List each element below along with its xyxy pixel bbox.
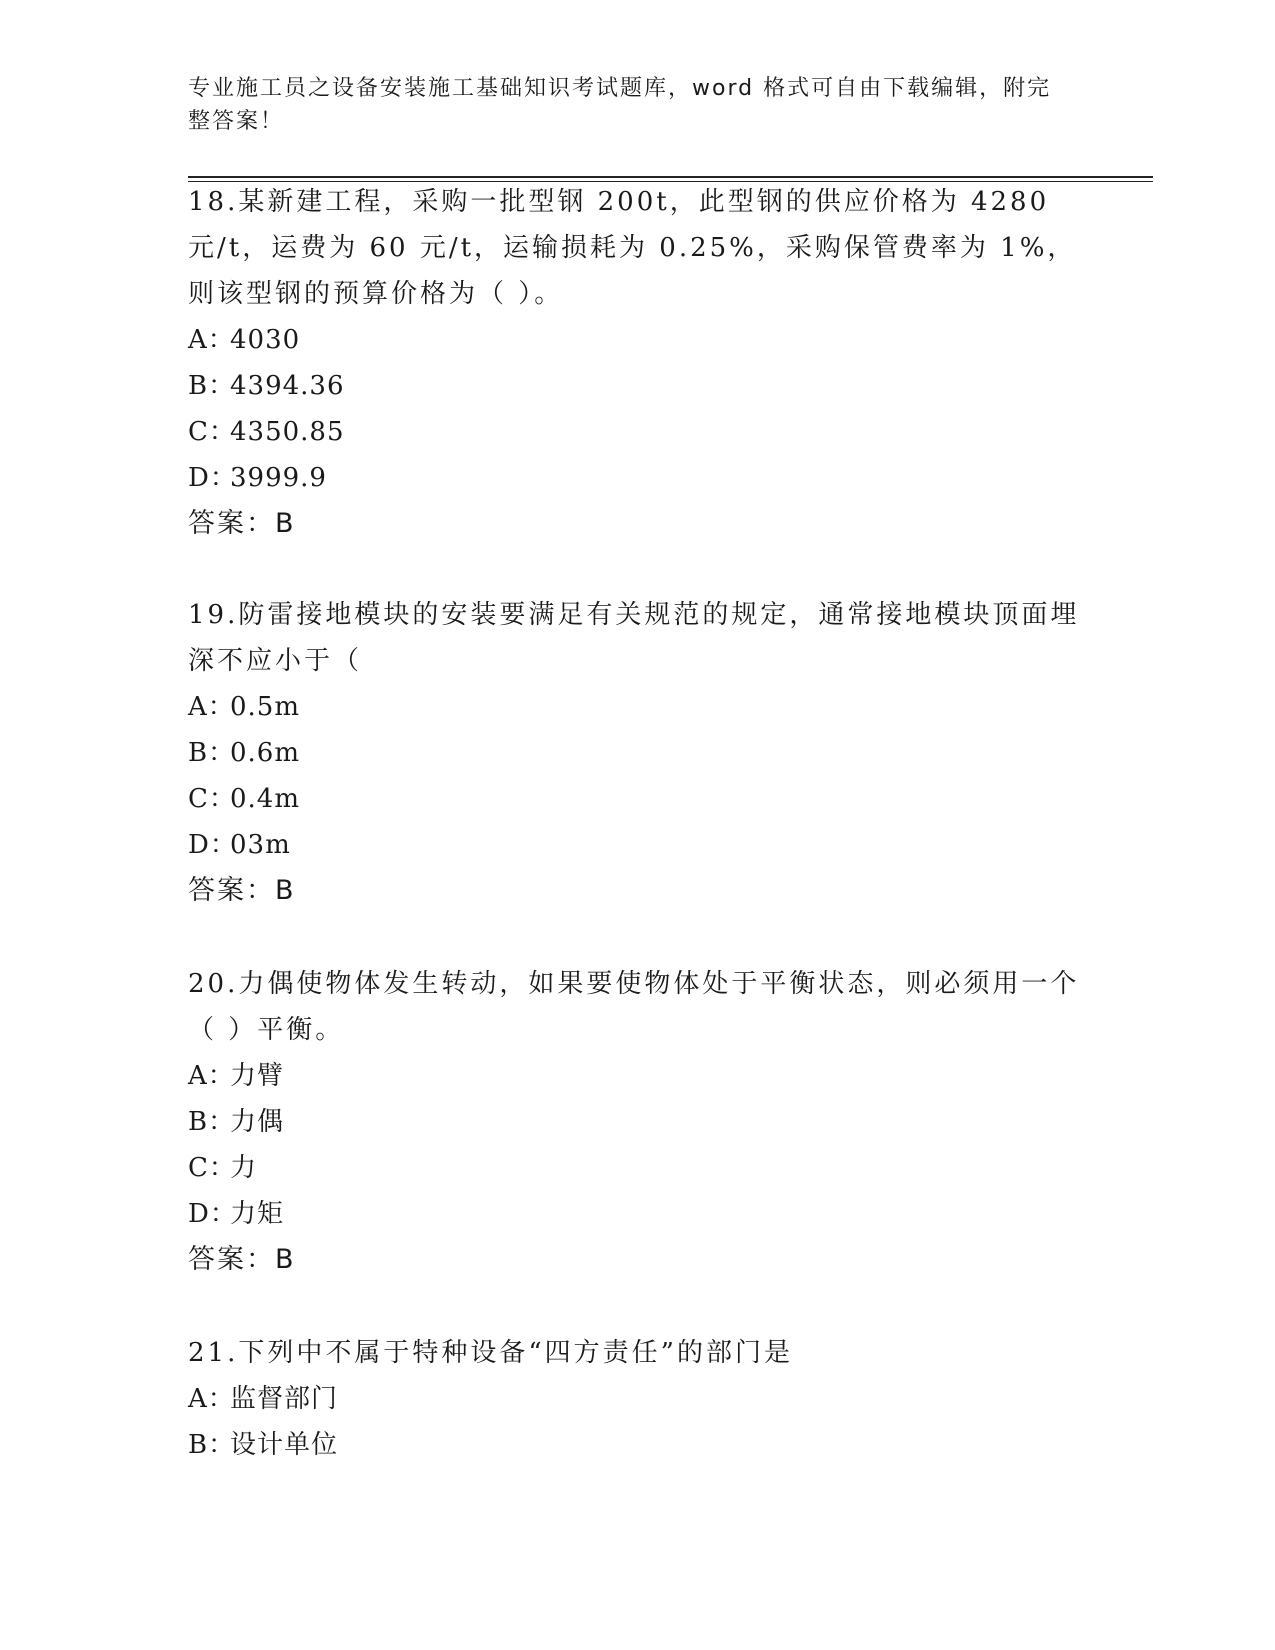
option-a [188,1053,1088,1099]
option-value: 力偶 [230,1107,285,1137]
option-b [188,363,1088,409]
answer-line: 答案：B [188,1244,296,1275]
question-number: 19. [188,600,239,630]
question-stem: 某新建工程，采购一批型钢 200t，此型钢的供应价格为 4280 元/t，运费为 60 元/t，运输损耗为 0.25%，采购保管费率为 1%，则该型钢的预算价格为（ ）。 [188,187,1077,309]
option-c [188,776,1088,822]
option-key: C： [188,784,236,814]
question-20 [188,961,1088,1283]
question-18 [188,179,1088,547]
header-divider-thick [188,176,1153,178]
question-text [188,179,1088,317]
question-text [188,592,1088,684]
option-value: 设计单位 [230,1430,339,1460]
option-a [188,317,1088,363]
option-key: B： [188,371,236,401]
option-value: 力矩 [230,1199,285,1229]
option-key: A： [188,1384,235,1414]
answer-line: 答案：B [188,508,296,539]
option-key: D： [188,1199,237,1229]
option-key: D： [188,463,237,493]
question-number: 18. [188,187,239,217]
option-value: 4350.85 [230,417,345,447]
option-value: 监督部门 [230,1384,339,1414]
question-text [188,961,1088,1053]
question-number: 21. [188,1338,239,1368]
option-value: 03m [230,830,291,860]
question-stem: 防雷接地模块的安装要满足有关规范的规定，通常接地模块顶面埋深不应小于（ [188,600,1080,676]
option-b [188,730,1088,776]
option-value: 力 [230,1153,258,1183]
option-d [188,822,1088,868]
option-value: 0.6m [230,738,301,768]
option-key: C： [188,1153,236,1183]
question-21 [188,1330,1088,1468]
question-stem: 力偶使物体发生转动，如果要使物体处于平衡状态，则必须用一个（ ）平衡。 [188,969,1080,1045]
option-value: 0.4m [230,784,301,814]
option-value: 4030 [230,325,301,355]
option-d [188,455,1088,501]
option-b [188,1099,1088,1145]
question-stem: 下列中不属于特种设备“四方责任”的部门是 [238,1338,793,1368]
option-key: B： [188,1107,236,1137]
option-a [188,684,1088,730]
option-c [188,409,1088,455]
option-key: C： [188,417,236,447]
option-key: A： [188,692,235,722]
question-text [188,1330,1088,1376]
question-19 [188,592,1088,914]
option-value: 0.5m [230,692,301,722]
option-key: B： [188,1430,236,1460]
document-header: 专业施工员之设备安装施工基础知识考试题库，word 格式可自由下载编辑，附完整答案！ [188,76,1052,134]
option-d [188,1191,1088,1237]
option-a [188,1376,1088,1422]
option-value: 力臂 [230,1061,285,1091]
option-value: 4394.36 [230,371,345,401]
option-key: B： [188,738,236,768]
answer-line: 答案：B [188,875,296,906]
question-number: 20. [188,969,239,999]
option-value: 3999.9 [230,463,327,493]
option-c [188,1145,1088,1191]
option-key: A： [188,1061,235,1091]
option-key: D： [188,830,237,860]
option-b [188,1422,1088,1468]
option-key: A： [188,325,235,355]
